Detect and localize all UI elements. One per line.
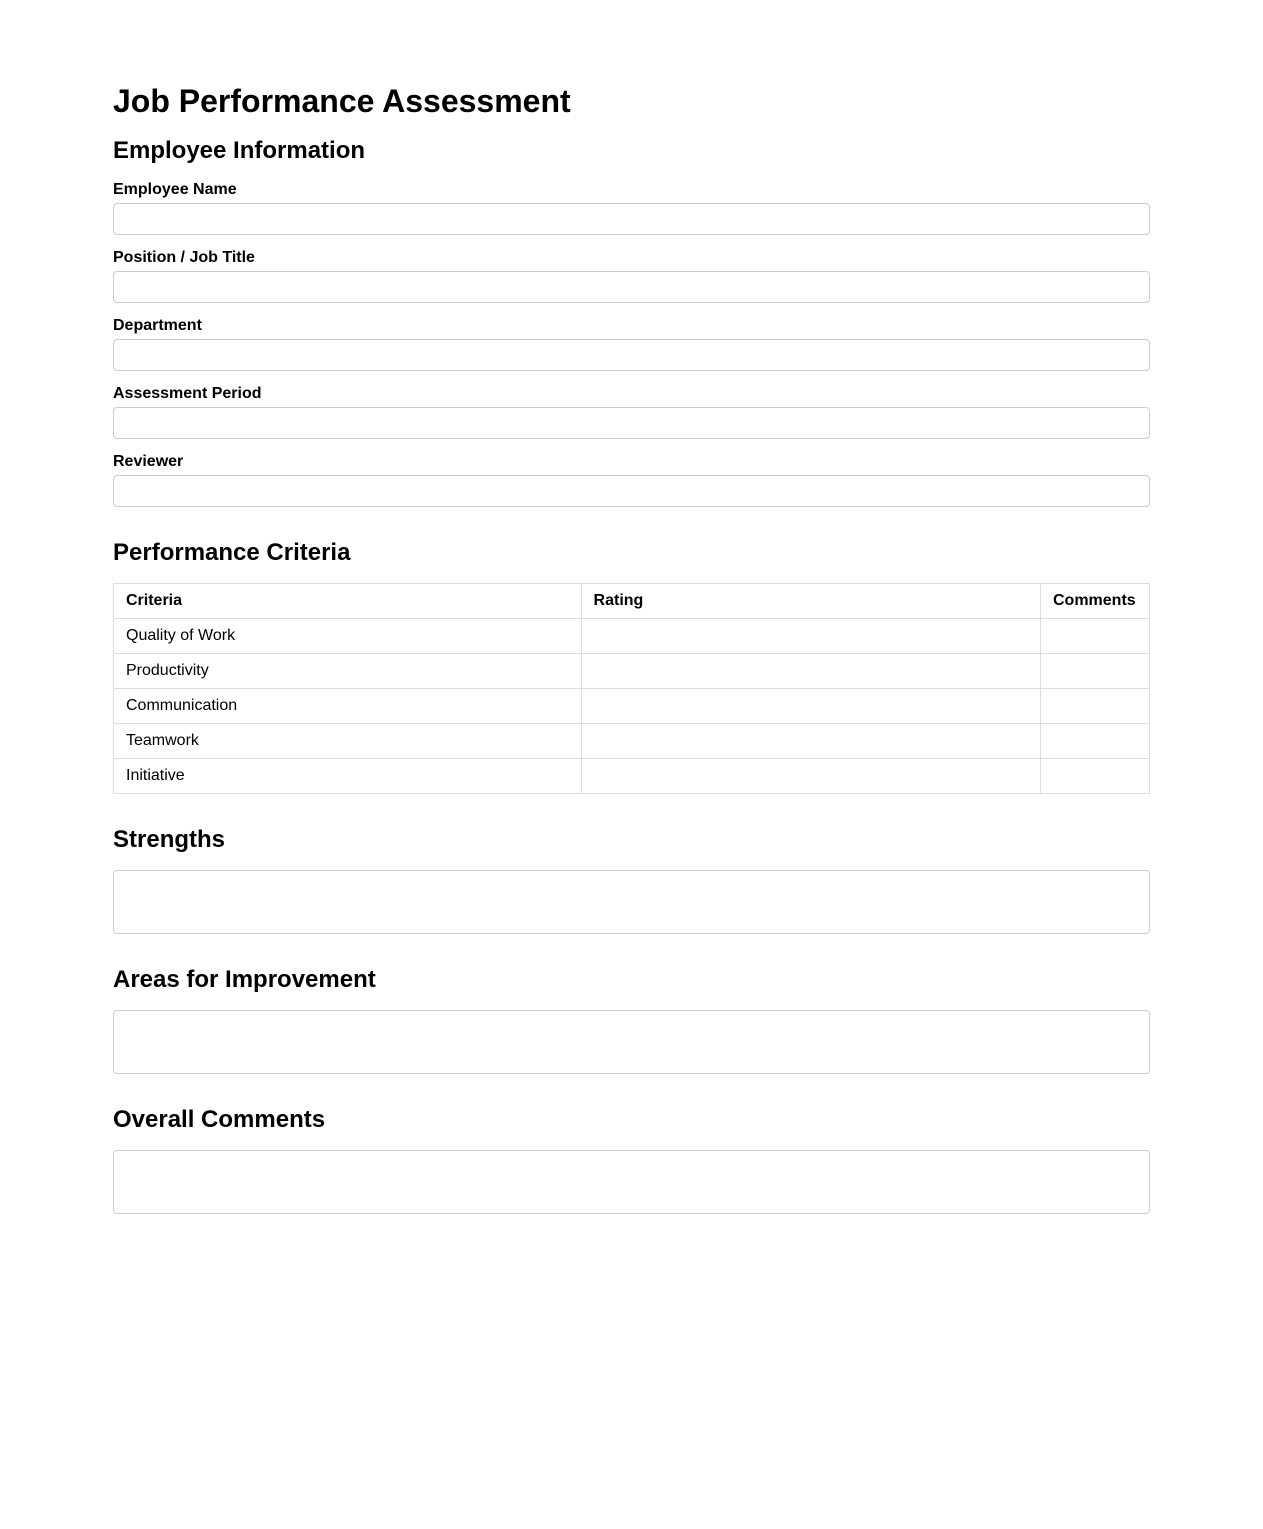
- employee-info-heading: Employee Information: [113, 137, 366, 164]
- page-title: Job Performance Assessment: [113, 83, 571, 119]
- table-row: [114, 724, 1150, 759]
- table-row: [114, 619, 1150, 654]
- rating-cell[interactable]: [581, 724, 1040, 759]
- criteria-cell: Teamwork: [114, 724, 582, 759]
- department-label: Department: [113, 317, 202, 334]
- employee-name-input[interactable]: [113, 203, 1150, 235]
- table-header-row: [114, 584, 1150, 619]
- criteria-cell: Communication: [114, 689, 582, 724]
- strengths-textarea[interactable]: [113, 870, 1150, 934]
- comments-cell[interactable]: [1040, 619, 1149, 654]
- rating-cell[interactable]: [581, 654, 1040, 689]
- rating-cell[interactable]: [581, 689, 1040, 724]
- comments-cell[interactable]: [1040, 724, 1149, 759]
- table-row: [114, 689, 1150, 724]
- reviewer-label: Reviewer: [113, 453, 184, 470]
- comments-cell[interactable]: [1040, 689, 1149, 724]
- overall-comments-heading: Overall Comments: [113, 1106, 326, 1133]
- performance-criteria-table: [113, 583, 1150, 794]
- column-header-criteria: Criteria: [114, 584, 582, 619]
- column-header-rating: Rating: [581, 584, 1040, 619]
- performance-criteria-heading: Performance Criteria: [113, 539, 351, 566]
- overall-comments-textarea[interactable]: [113, 1150, 1150, 1214]
- position-label: Position / Job Title: [113, 249, 255, 266]
- criteria-cell: Quality of Work: [114, 619, 582, 654]
- comments-cell[interactable]: [1040, 759, 1149, 794]
- department-input[interactable]: [113, 339, 1150, 371]
- areas-for-improvement-textarea[interactable]: [113, 1010, 1150, 1074]
- criteria-cell: Initiative: [114, 759, 582, 794]
- table-row: [114, 654, 1150, 689]
- employee-name-label: Employee Name: [113, 181, 237, 198]
- criteria-cell: Productivity: [114, 654, 582, 689]
- rating-cell[interactable]: [581, 759, 1040, 794]
- strengths-heading: Strengths: [113, 826, 226, 853]
- column-header-comments: Comments: [1040, 584, 1149, 619]
- position-input[interactable]: [113, 271, 1150, 303]
- reviewer-input[interactable]: [113, 475, 1150, 507]
- table-row: [114, 759, 1150, 794]
- areas-for-improvement-heading: Areas for Improvement: [113, 966, 376, 993]
- assessment-period-input[interactable]: [113, 407, 1150, 439]
- comments-cell[interactable]: [1040, 654, 1149, 689]
- rating-cell[interactable]: [581, 619, 1040, 654]
- assessment-period-label: Assessment Period: [113, 385, 262, 402]
